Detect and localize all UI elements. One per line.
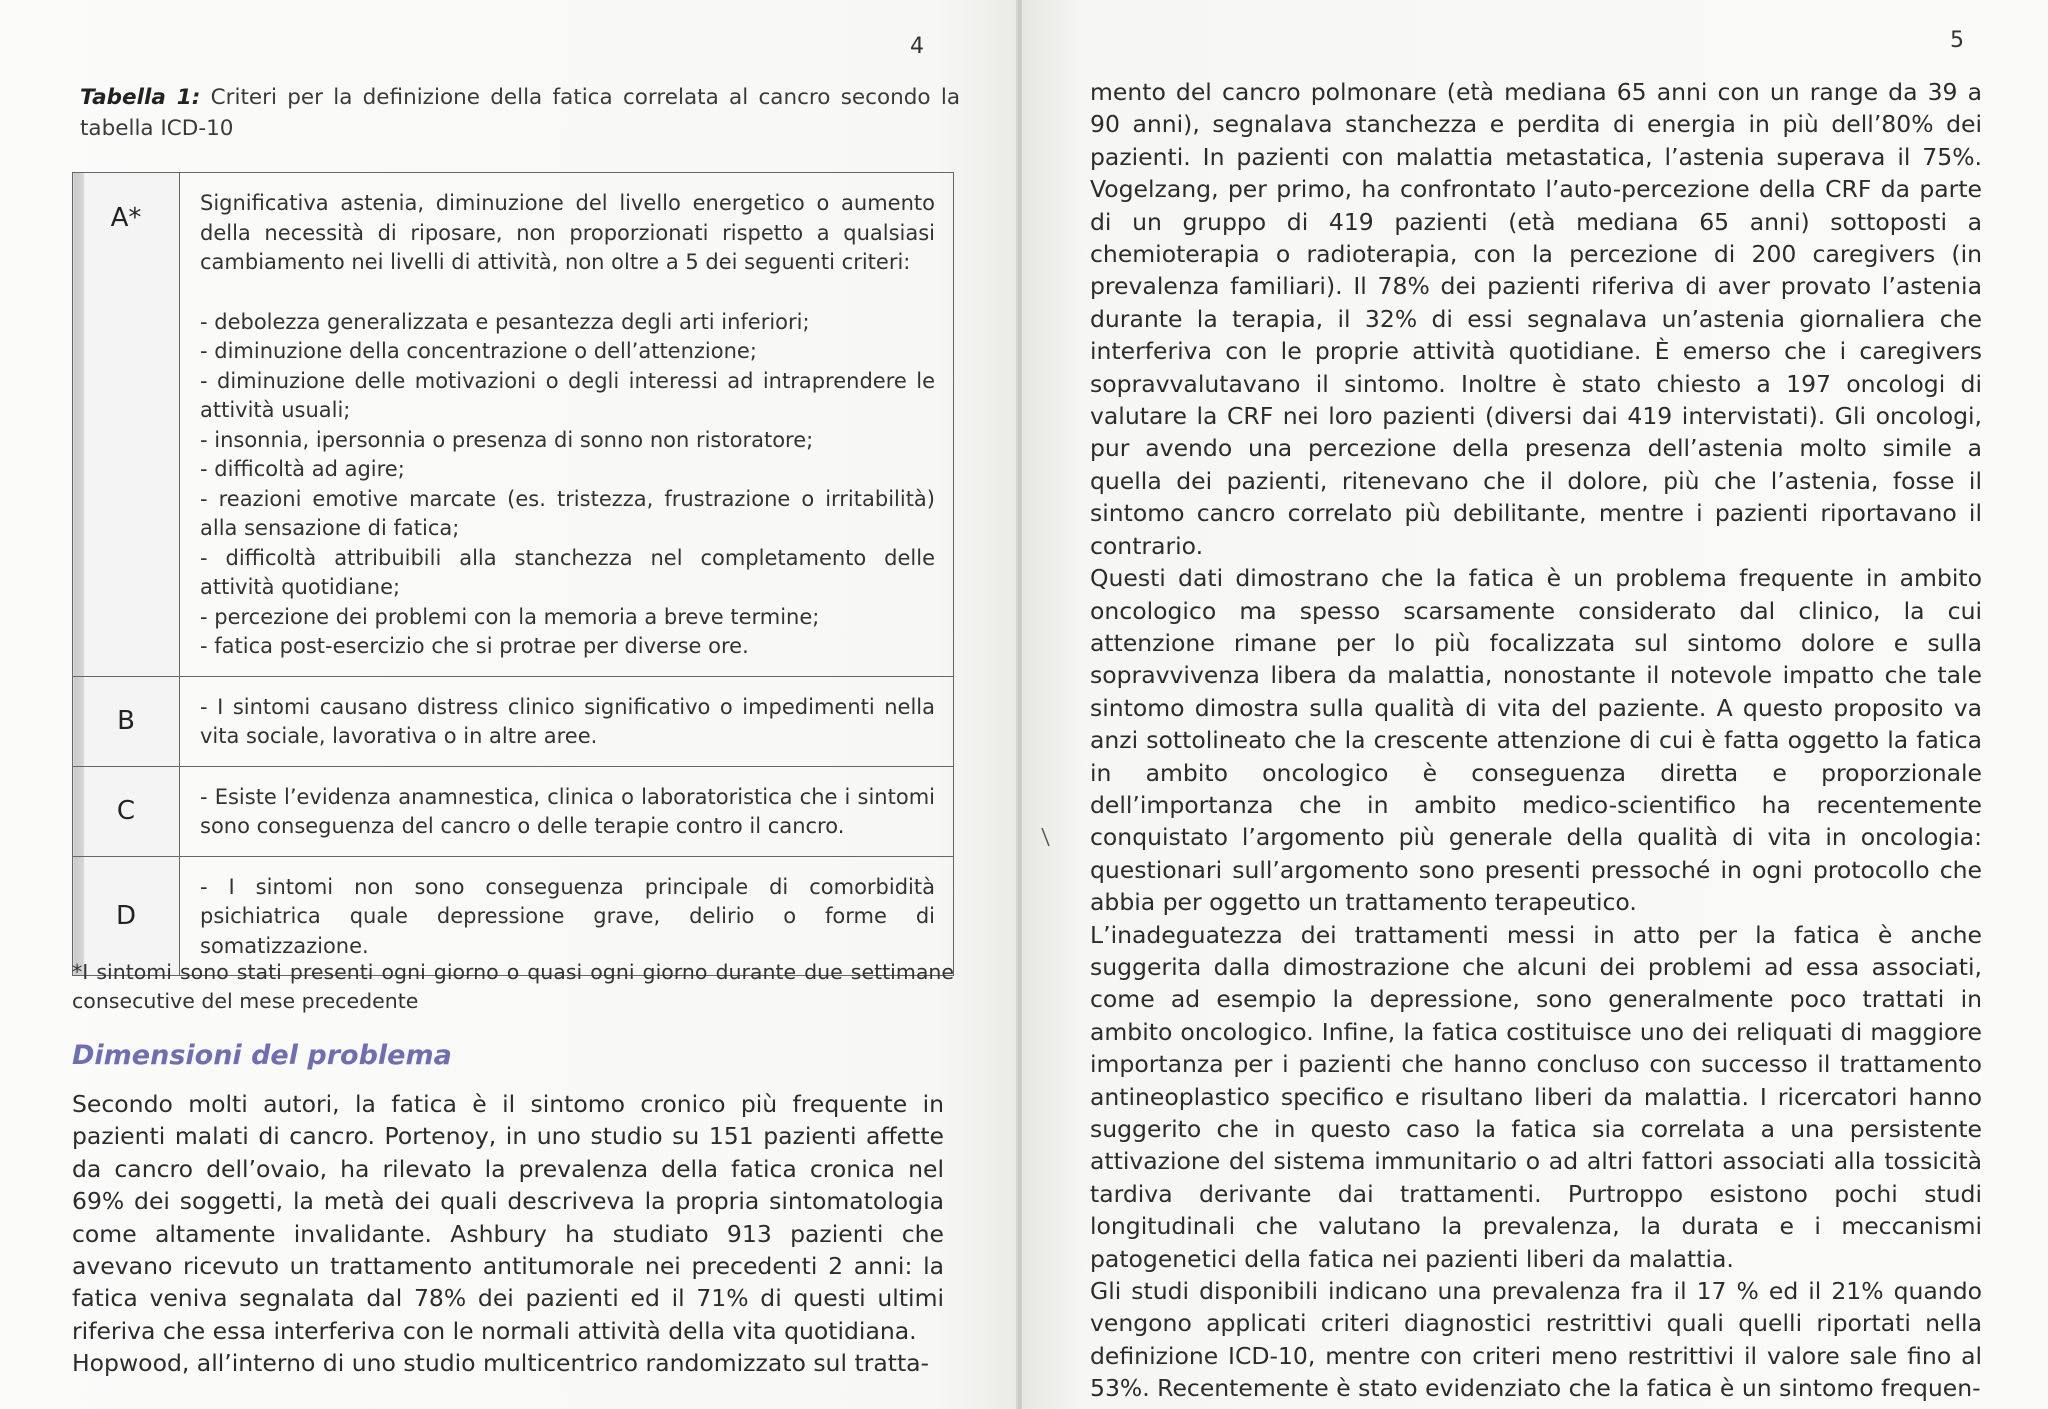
section-title: Dimensioni del problema xyxy=(72,1040,452,1071)
left-page xyxy=(0,0,1018,1409)
criterion-item: - diminuzione delle motivazioni o degli interessi ad intraprendere le attività usuali; xyxy=(200,368,935,422)
right-page xyxy=(1022,0,2048,1409)
body-text xyxy=(72,1088,944,1380)
table-row xyxy=(73,766,954,856)
pen-mark-icon xyxy=(1040,826,1054,850)
criterion-description xyxy=(180,173,954,677)
criterion-code: B xyxy=(73,676,180,766)
criterion-item: - difficoltà ad agire; xyxy=(200,457,405,481)
criterion-item: - diminuzione della concentrazione o dell’attenzione; xyxy=(200,339,757,363)
criterion-code: A* xyxy=(73,173,180,677)
criterion-code: C xyxy=(73,766,180,856)
page-number: 5 xyxy=(1950,28,1964,53)
table-caption xyxy=(80,82,960,144)
paragraph: Hopwood, all’interno di uno studio multicentrico randomizzato sul tratta- xyxy=(72,1349,930,1378)
table-row xyxy=(73,173,954,677)
criterion-description: - Esiste l’evidenza anamnestica, clinica o laboratoristica che i sintomi sono conseguenza del cancro o delle terapie contro il cancro. xyxy=(180,766,954,856)
criterion-item: - difficoltà attribuibili alla stanchezza nel completamento delle attività quotidiane; xyxy=(200,545,935,599)
paragraph: Questi dati dimostrano che la fatica è un problema frequente in ambito oncologico ma spesso scarsamente considerato dal clinico, la cui attenzione rimane per lo più focalizzata sul sintomo dolore e sulla sopravvivenza libera da malattia, nonostante il notevole impatto che tale sintomo dimostra sulla qualità di vita del paziente. A questo proposito va anzi sottolineato che la crescente attenzione di cui è fatta oggetto la fatica in ambito oncologico è conseguenza diretta e proporzionale dell’importanza che in ambito medico-scientifico ha recentemente conquistato l’argomento più generale della qualità di vita in oncologia: questionari sull’argomento sono presenti pressoché in ogni protocollo che abbia per oggetto un trattamento terapeutico. xyxy=(1090,564,1982,917)
caption-text: Criteri per la definizione della fatica correlata al cancro secondo la tabella ICD-10 xyxy=(80,85,960,141)
criterion-item: - insonnia, ipersonnia o presenza di sonno non ristoratore; xyxy=(200,427,814,452)
criterion-item: - reazioni emotive marcate (es. tristezza, frustrazione o irritabilità) alla sensazione di fatica; xyxy=(200,486,935,540)
criterion-item: - debolezza generalizzata e pesantezza degli arti inferiori; xyxy=(200,309,810,334)
paragraph: Gli studi disponibili indicano una prevalenza fra il 17 % ed il 21% quando vengono applicati criteri diagnostici restrittivi quali quelli riportati nella definizione ICD-10, mentre con criteri meno restrittivi il valore sale fino al 53%. Recentemente è stato evidenziato che la fatica è un sintomo frequen- xyxy=(1090,1277,1982,1403)
paragraph: Secondo molti autori, la fatica è il sintomo cronico più frequente in pazienti malati di cancro. Portenoy, in uno studio su 151 pazienti affette da cancro dell’ovaio, ha rilevato la prevalenza della fatica cronica nel 69% dei soggetti, la metà dei quali descriveva la propria sintomatologia come altamente invalidante. Ashbury ha studiato 913 pazienti che avevano ricevuto un trattamento antitumorale nei precedenti 2 anni: la fatica veniva segnalata dal 78% dei pazienti ed il 71% di questi ultimi riferiva che essa interferiva con le normali attività della vita quotidiana. xyxy=(72,1090,944,1345)
page-number: 4 xyxy=(910,34,924,59)
paragraph: L’inadeguatezza dei trattamenti messi in atto per la fatica è anche suggerita dalla dimostrazione che alcuni dei problemi ad essa associati, come ad esempio la depressione, sono generalmente poco trattati in ambito oncologico. Infine, la fatica costituisce uno dei reliquati di maggiore importanza per i pazienti che hanno concluso con successo il trattamento antineoplastico specifico e risultano liberi da malattia. I ricercatori hanno suggerito che in questo caso la fatica sia correlata a una persistente attivazione del sistema immunitario o ad altri fattori associati alla tossicità tardiva derivante dai trattamenti. Purtroppo esistono pochi studi longitudinali che valutano la prevalenza, la durata e i meccanismi patogenetici della fatica nei pazienti liberi da malattia. xyxy=(1090,920,1982,1273)
criterion-description: - I sintomi causano distress clinico significativo o impedimenti nella vita sociale, lavorativa o in altre aree. xyxy=(180,676,954,766)
body-text xyxy=(1090,76,1982,1405)
paragraph: mento del cancro polmonare (età mediana 65 anni con un range da 39 a 90 anni), segnalava stanchezza e perdita di energia in più dell’80% dei pazienti. In pazienti con malattia metastatica, l’astenia superava il 75%. Vogelzang, per primo, ha confrontato l’auto-percezione della CRF da parte di un gruppo di 419 pazienti (età mediana 65 anni) sottoposti a chemioterapia o radioterapia, con la percezione di 200 caregivers (in prevalenza familiari). Il 78% dei pazienti riferiva di aver provato l’astenia durante la terapia, il 32% di essi segnalava un’astenia giornaliera che interferiva con le proprie attività quotidiane. È emerso che i caregivers sopravvalutavano il sintomo. Inoltre è stato chiesto a 197 oncologi di valutare la CRF nei loro pazienti (diversi dai 419 intervistati). Gli oncologi, pur avendo una percezione della presenza dell’astenia molto simile a quella dei pazienti, ritenevano che il dolore, più che l’astenia, fosse il sintomo cancro correlato più debilitante, mentre i pazienti riportavano il contrario. xyxy=(1090,78,1982,560)
criterion-item: - percezione dei problemi con la memoria a breve termine; xyxy=(200,604,820,629)
criterion-description: - I sintomi non sono conseguenza principale di comorbidità psichiatrica quale depressione grave, delirio o forme di somatizzazione. xyxy=(180,856,954,976)
criteria-table xyxy=(72,172,954,976)
criterion-item: - fatica post-esercizio che si protrae per diverse ore. xyxy=(200,634,749,658)
criterion-intro: Significativa astenia, diminuzione del livello energetico o aumento della necessità di riposare, non proporzionati rispetto a qualsiasi cambiamento nei livelli di attività, non oltre a 5 dei seguenti criteri: xyxy=(200,191,935,274)
table-footnote: *I sintomi sono stati presenti ogni giorno o quasi ogni giorno durante due settimane consecutive del mese precedente xyxy=(72,960,954,1013)
table-row xyxy=(73,676,954,766)
caption-label: Tabella 1: xyxy=(80,85,201,110)
criterion-code: D xyxy=(73,856,180,976)
